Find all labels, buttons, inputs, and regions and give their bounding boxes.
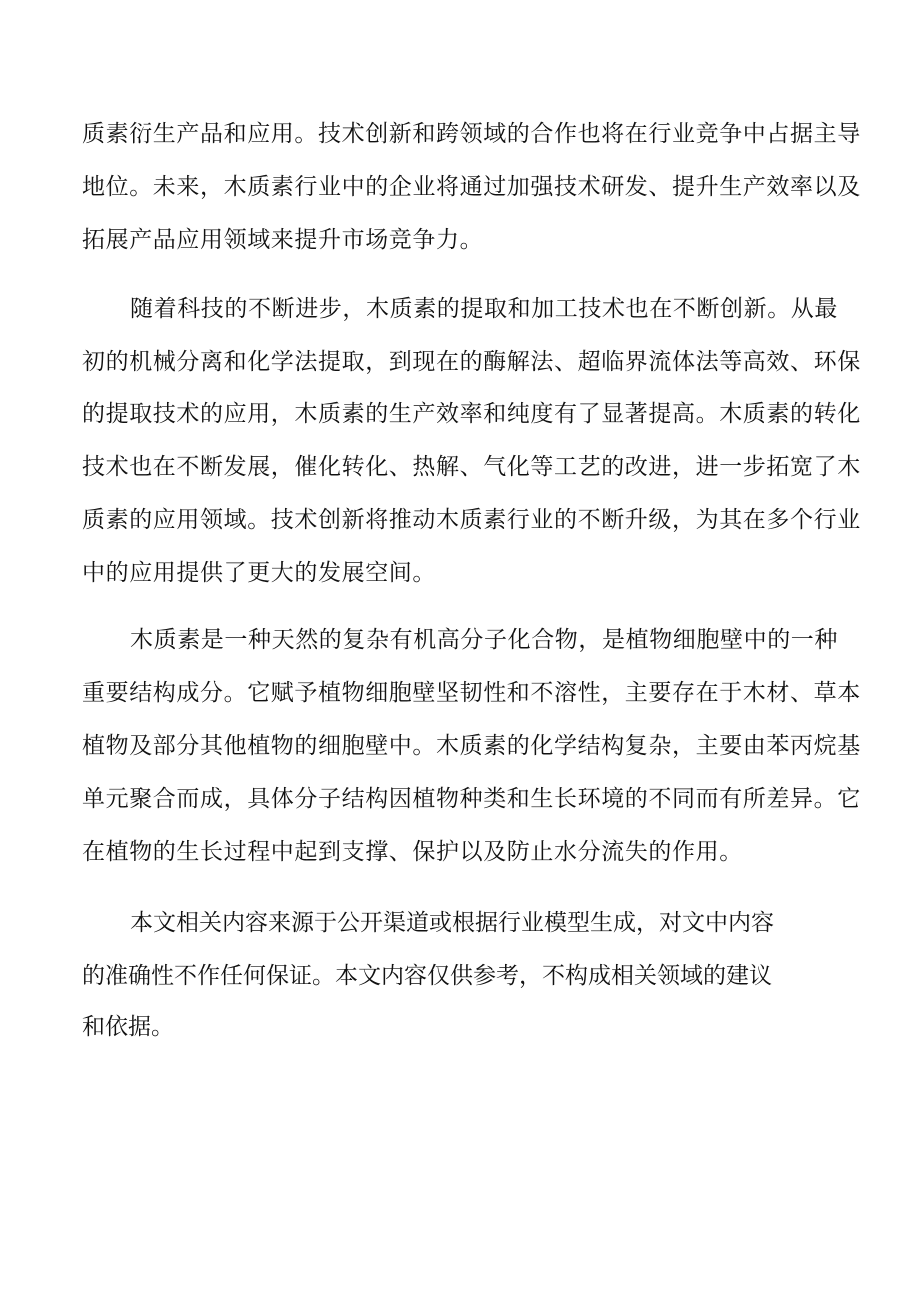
paragraph-line: 的准确性不作任何保证。本文内容仅供参考，不构成相关领域的建议 (82, 963, 772, 989)
paragraph-line: 木质素是一种天然的复杂有机高分子化合物，是植物细胞壁中的一种 (130, 627, 838, 653)
paragraph-line: 质素的应用领域。技术创新将推动木质素行业的不断升级，为其在多个行业 (82, 507, 861, 533)
paragraph-line: 的提取技术的应用，木质素的生产效率和纯度有了显著提高。木质素的转化 (82, 401, 861, 427)
paragraph-line: 技术也在不断发展，催化转化、热解、气化等工艺的改进，进一步拓宽了木 (82, 454, 861, 480)
paragraph-line: 在植物的生长过程中起到支撑、保护以及防止水分流失的作用。 (82, 839, 743, 865)
paragraph-line: 重要结构成分。它赋予植物细胞壁坚韧性和不溶性，主要存在于木材、草本 (82, 680, 861, 706)
paragraph-line: 本文相关内容来源于公开渠道或根据行业模型生成，对文中内容 (130, 910, 774, 936)
paragraph-line: 中的应用提供了更大的发展空间。 (82, 560, 436, 586)
paragraph-line: 地位。未来，木质素行业中的企业将通过加强技术研发、提升生产效率以及 (82, 174, 861, 200)
paragraph-line: 植物及部分其他植物的细胞壁中。木质素的化学结构复杂，主要由苯丙烷基 (82, 733, 861, 759)
paragraph-line: 拓展产品应用领域来提升市场竞争力。 (82, 227, 484, 253)
paragraph-line: 和依据。 (82, 1014, 174, 1040)
paragraph-line: 初的机械分离和化学法提取，到现在的酶解法、超临界流体法等高效、环保 (82, 349, 861, 375)
paragraph-line: 随着科技的不断进步，木质素的提取和加工技术也在不断创新。从最 (130, 296, 838, 322)
paragraph-line: 质素衍生产品和应用。技术创新和跨领域的合作也将在行业竞争中占据主导 (82, 121, 861, 147)
paragraph-line: 单元聚合而成，具体分子结构因植物种类和生长环境的不同而有所差异。它 (82, 786, 861, 812)
